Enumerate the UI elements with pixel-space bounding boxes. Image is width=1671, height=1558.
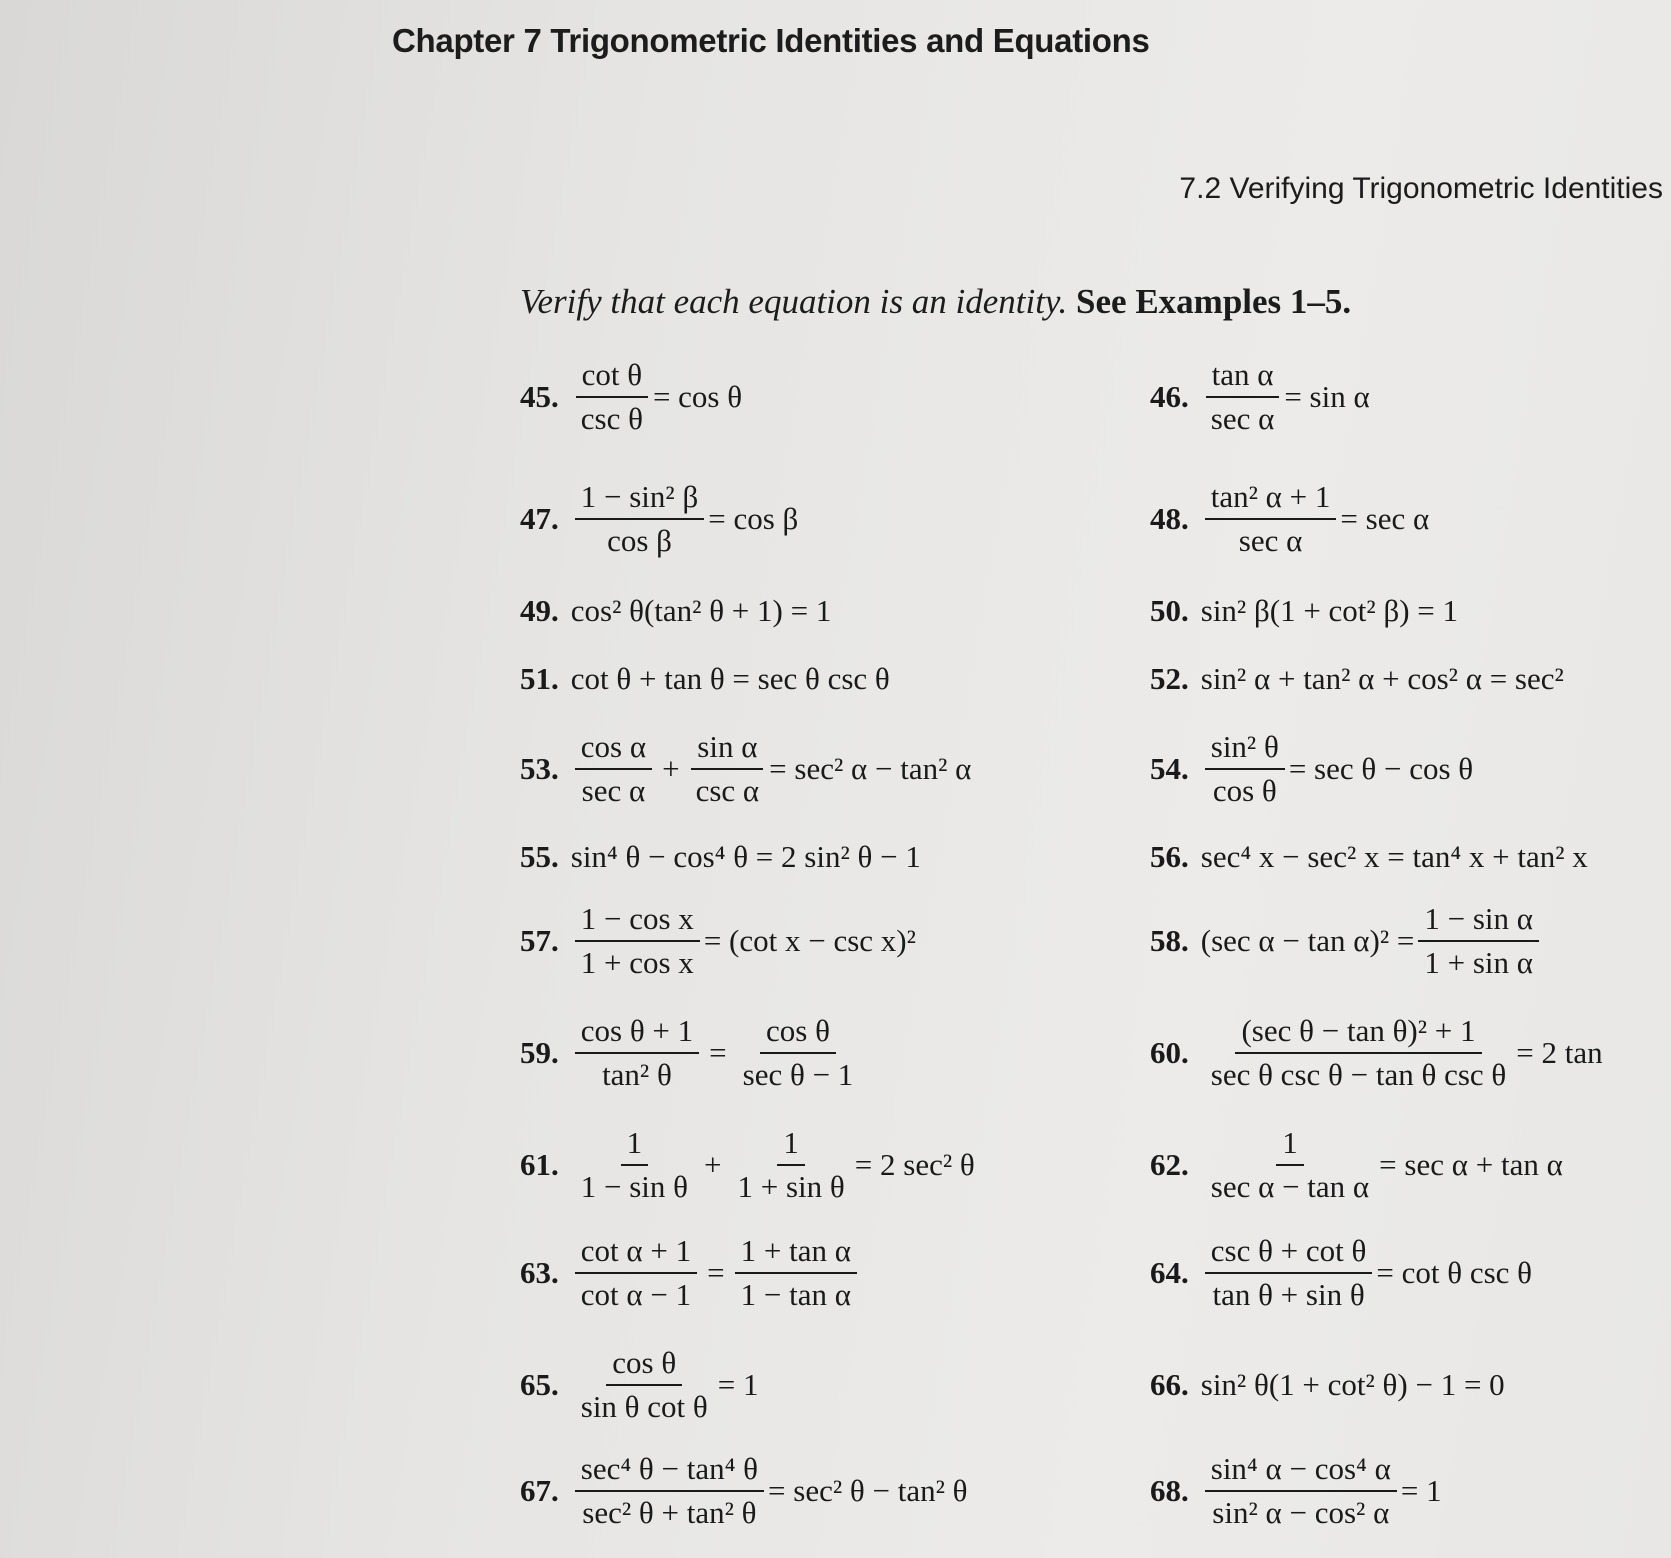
problem-55 [520,822,921,892]
equation: sec⁴ x − sec² x = tan⁴ x + tan² x [1200,839,1588,874]
equation: cot θ + tan θ = sec θ csc θ [570,661,890,696]
problem-number: 67. [520,1473,559,1508]
problem-51 [520,644,890,714]
denominator: cot α − 1 [580,1277,692,1312]
denominator: 1 + sin θ [737,1169,845,1204]
problem-60 [1150,1013,1603,1092]
rhs: = sec θ − cos θ [1288,751,1474,786]
numerator: cos α [575,729,652,770]
problem-number: 48. [1150,501,1189,536]
fraction [732,1125,851,1204]
numerator: 1 + tan α [735,1233,857,1274]
problem-number: 49. [520,593,559,628]
rhs: = sec α [1340,501,1430,536]
problem-58 [1150,901,1543,980]
problem-number: 47. [520,501,559,536]
fraction [575,1013,699,1092]
lhs: (sec α − tan α)² = [1200,923,1415,958]
problem-64 [1150,1233,1533,1312]
denominator: 1 − tan α [740,1277,851,1312]
rhs: = cot θ csc θ [1376,1255,1533,1290]
fraction [1418,901,1539,980]
chapter-title: Chapter 7 Trigonometric Identities and Equations [392,22,1150,59]
fraction [575,1125,694,1204]
numerator: cot α + 1 [575,1233,697,1274]
equation: cos² θ(tan² θ + 1) = 1 [570,593,832,628]
problem-number: 52. [1150,661,1189,696]
numerator: sec⁴ θ − tan⁴ θ [575,1451,764,1492]
rhs: = 1 [1400,1473,1442,1508]
problem-62 [1150,1125,1563,1204]
denominator: sin² α − cos² α [1212,1495,1390,1530]
numerator: sin² θ [1205,729,1285,770]
fraction [690,729,766,808]
fraction [1205,1451,1397,1530]
problem-59 [520,1013,863,1092]
problem-number: 53. [520,751,559,786]
problem-number: 66. [1150,1367,1189,1402]
numerator: 1 − cos x [575,901,700,942]
denominator: sec α [1210,401,1275,436]
rhs: = cos θ [652,379,743,414]
denominator: csc θ [580,401,643,436]
problem-56 [1150,822,1588,892]
numerator: (sec θ − tan θ)² + 1 [1235,1013,1481,1054]
fraction [575,1345,714,1424]
problem-63 [520,1233,861,1312]
problem-number: 60. [1150,1035,1189,1070]
fraction [1205,1125,1375,1204]
rhs: = sec² θ − tan² θ [768,1473,968,1508]
plus-sign: + [704,1147,722,1182]
problem-68 [1150,1451,1442,1530]
equation: sin² α + tan² α + cos² α = sec² [1200,661,1564,696]
rhs: = cos β [708,501,799,536]
problem-number: 46. [1150,379,1189,414]
problem-67 [520,1451,968,1530]
denominator: csc α [695,773,760,808]
plus-sign: + [662,751,680,786]
denominator: sin θ cot θ [580,1389,708,1424]
equals-sign: = [707,1255,725,1290]
problem-number: 62. [1150,1147,1189,1182]
problem-number: 68. [1150,1473,1189,1508]
problem-number: 63. [520,1255,559,1290]
problem-number: 57. [520,923,559,958]
numerator: 1 [621,1125,649,1166]
numerator: 1 − sin α [1418,901,1539,942]
rhs: = sec α + tan α [1379,1147,1563,1182]
problem-number: 64. [1150,1255,1189,1290]
problem-number: 61. [520,1147,559,1182]
numerator: 1 [1276,1125,1304,1166]
fraction [1205,1233,1373,1312]
fraction [575,357,649,436]
problem-number: 56. [1150,839,1189,874]
fraction [1205,729,1285,808]
problem-number: 51. [520,661,559,696]
problem-65 [520,1345,759,1424]
numerator: cos θ + 1 [575,1013,699,1054]
denominator: sec α − tan α [1210,1169,1370,1204]
instructions-see: See Examples 1–5. [1076,282,1352,321]
problem-53 [520,729,972,808]
denominator: tan² θ [602,1057,672,1092]
problem-45 [520,357,743,436]
problem-number: 45. [520,379,559,414]
equals-sign: = [709,1035,727,1070]
fraction [737,1013,860,1092]
rhs: = sin α [1284,379,1370,414]
fraction [575,1233,697,1312]
equation: sin⁴ θ − cos⁴ θ = 2 sin² θ − 1 [570,839,921,874]
problem-number: 55. [520,839,559,874]
denominator: 1 + cos x [580,945,694,980]
equation: sin² β(1 + cot² β) = 1 [1200,593,1459,628]
denominator: sec θ csc θ − tan θ csc θ [1210,1057,1507,1092]
problem-number: 58. [1150,923,1189,958]
problem-number: 65. [520,1367,559,1402]
problem-54 [1150,729,1474,808]
problem-57 [520,901,916,980]
problem-49 [520,576,831,646]
problem-number: 54. [1150,751,1189,786]
rhs: = 1 [717,1367,759,1402]
instructions [520,282,1351,322]
denominator: tan θ + sin θ [1212,1277,1365,1312]
section-title: 7.2 Verifying Trigonometric Identities [1179,172,1663,205]
numerator: 1 [777,1125,805,1166]
fraction [575,901,700,980]
denominator: cos β [607,523,672,558]
denominator: sec α [1238,523,1303,558]
problem-46 [1150,357,1370,436]
rhs: = 2 sec² θ [854,1147,975,1182]
numerator: tan² α + 1 [1205,479,1337,520]
denominator: sec² θ + tan² θ [582,1495,757,1530]
denominator: 1 + sin α [1424,945,1534,980]
fraction [1205,1013,1513,1092]
denominator: sec θ − 1 [742,1057,854,1092]
fraction [1205,479,1337,558]
problem-number: 50. [1150,593,1189,628]
problem-66 [1150,1350,1505,1420]
denominator: 1 − sin θ [580,1169,689,1204]
numerator: cos θ [760,1013,836,1054]
problem-61 [520,1125,975,1204]
numerator: sin α [691,729,763,770]
problem-48 [1150,479,1430,558]
equation: sin² θ(1 + cot² θ) − 1 = 0 [1200,1367,1505,1402]
fraction [735,1233,857,1312]
fraction [575,479,704,558]
numerator: sin⁴ α − cos⁴ α [1205,1451,1397,1492]
problem-52 [1150,644,1564,714]
numerator: csc θ + cot θ [1205,1233,1373,1274]
rhs: = sec² α − tan² α [769,751,972,786]
denominator: cos θ [1212,773,1277,808]
numerator: tan α [1206,357,1280,398]
numerator: cot θ [576,357,648,398]
fraction [575,729,652,808]
numerator: 1 − sin² β [575,479,704,520]
problem-number: 59. [520,1035,559,1070]
problem-50 [1150,576,1458,646]
numerator: cos θ [606,1345,682,1386]
problem-47 [520,479,799,558]
rhs: = (cot x − csc x)² [703,923,916,958]
rhs: = 2 tan [1516,1035,1603,1070]
fraction [575,1451,764,1530]
denominator: sec α [581,773,646,808]
instructions-text: Verify that each equation is an identity. [520,282,1068,321]
fraction [1205,357,1281,436]
